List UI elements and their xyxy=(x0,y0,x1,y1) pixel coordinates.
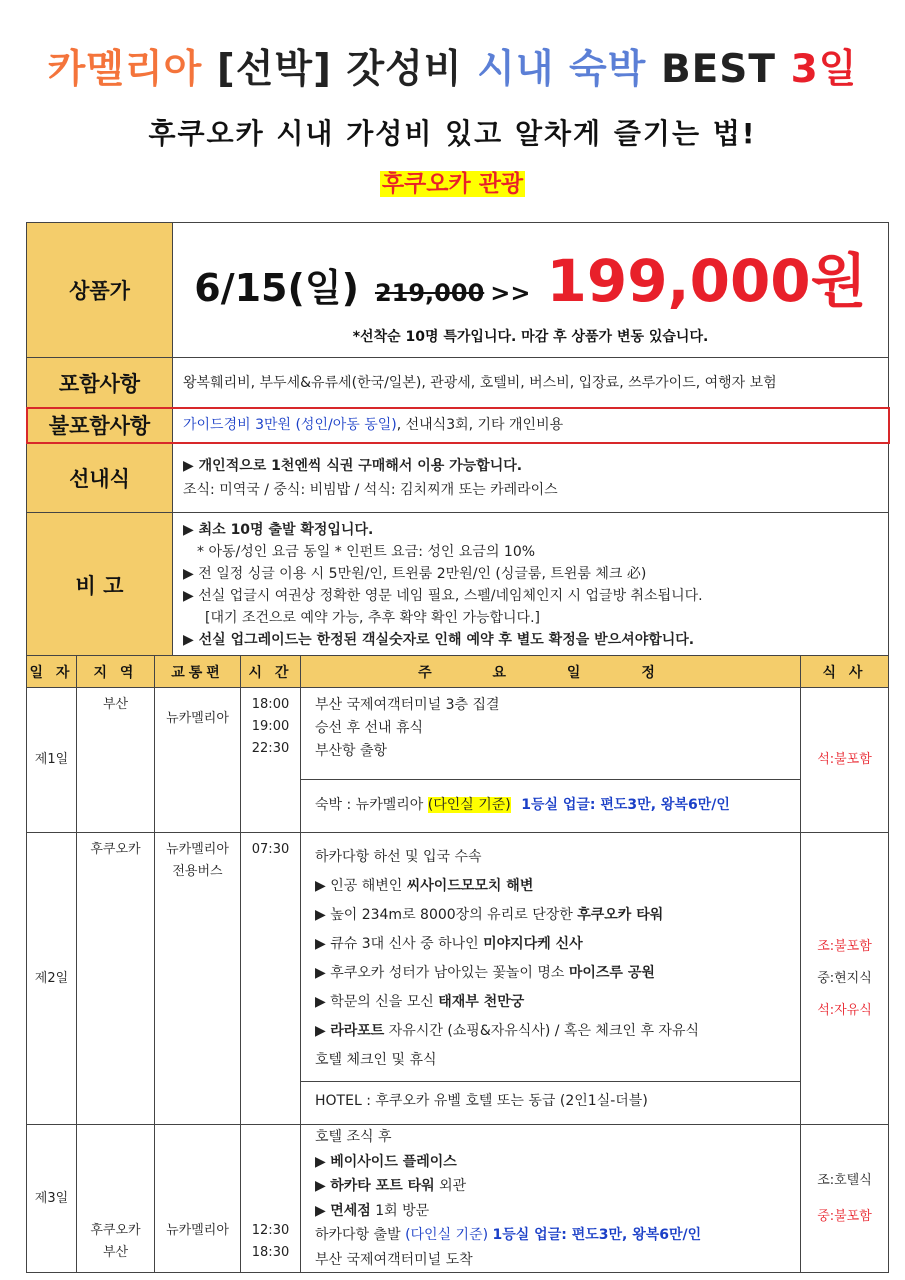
remark-line: ▶ 선실 업글시 여권상 정확한 영문 네임 필요, 스펠/네임체인지 시 업글방 취소됩니다. xyxy=(183,587,703,604)
guide-fee-text: 가이드경비 3만원 (성인/아동 동일) xyxy=(183,417,397,433)
price-cell xyxy=(173,223,889,358)
day2-meal-breakfast: 조:불포함 xyxy=(817,938,872,954)
schedule-table xyxy=(26,655,889,1273)
time: 22:30 xyxy=(251,741,290,756)
time: 12:30 xyxy=(251,1223,290,1238)
title-part-3: 시내 숙박 xyxy=(477,47,647,92)
time: 18:00 xyxy=(251,697,290,712)
day2-region: 후쿠오카 xyxy=(77,833,155,1125)
ship-meal-row xyxy=(27,443,889,513)
time: 19:00 xyxy=(251,719,290,734)
day2-intro: 하카다항 하선 및 입국 수속 xyxy=(315,849,482,865)
remark-line: ▶ 선실 업그레이드는 한정된 객실숫자로 인해 예약 후 별도 확정을 받으셔야합니다. xyxy=(183,631,695,648)
day3-item: ▶ 베이사이드 플레이스 xyxy=(315,1153,457,1170)
day1-label: 제1일 xyxy=(27,688,77,833)
excluded-label: 불포함사항 xyxy=(27,408,173,443)
day2-meal-dinner: 석:자유식 xyxy=(817,1002,872,1018)
depart-prefix: 하카다항 출발 xyxy=(315,1227,401,1243)
header-meal: 식 사 xyxy=(801,656,889,688)
remark-line: * 아동/성인 요금 동일 * 인펀트 요금: 성인 요금의 10% xyxy=(197,543,536,560)
title-part-5: 3일 xyxy=(790,47,858,92)
header-transport: 교통편 xyxy=(155,656,241,688)
time: 18:30 xyxy=(251,1245,290,1260)
region-line: 부산 xyxy=(102,1245,129,1260)
day3-intro: 호텔 조식 후 xyxy=(315,1129,392,1145)
tag-text: 후쿠오카 관광 xyxy=(381,171,524,197)
day1-row xyxy=(27,688,889,833)
day2-item: ▶ 큐슈 3대 신사 중 하나인 미야지다케 신사 xyxy=(315,936,583,952)
day2-item: ▶ 라라포트 자유시간 (쇼핑&자유식사) / 혹은 체크인 후 자유식 xyxy=(315,1023,699,1039)
day2-item: ▶ 학문의 신을 모신 태재부 천만궁 xyxy=(315,994,525,1010)
remark-line: [대기 조건으로 예약 가능, 추후 확약 확인 가능합니다.] xyxy=(205,609,540,626)
included-row xyxy=(27,358,889,408)
day2-checkin: 호텔 체크인 및 휴식 xyxy=(315,1052,437,1068)
day3-meal-breakfast: 조:호텔식 xyxy=(817,1172,872,1188)
page-title xyxy=(0,38,905,94)
day2-transport xyxy=(155,833,241,1125)
day1-item: 승선 후 선내 휴식 xyxy=(315,720,424,736)
day3-item: ▶ 면세점 1회 방문 xyxy=(315,1202,430,1219)
day3-label: 제3일 xyxy=(27,1125,77,1273)
ship-meal-line-1: ▶ 개인적으로 1천엔씩 식권 구매해서 이용 가능합니다. xyxy=(183,457,523,474)
day1-region: 부산 xyxy=(77,688,155,833)
day1-itinerary xyxy=(301,688,801,833)
transport-line: 뉴카멜리아 xyxy=(166,842,229,857)
depart-blue: (다인실 기준) xyxy=(405,1227,489,1243)
day3-depart xyxy=(315,1223,800,1248)
title-part-4: BEST xyxy=(660,47,776,92)
old-price: 219,000 xyxy=(374,279,485,307)
price-row xyxy=(27,223,889,358)
price-date: 6/15(일) xyxy=(194,266,359,310)
day3-row xyxy=(27,1125,889,1273)
price-note: *선착순 10명 특가입니다. 마감 후 상품가 변동 있습니다. xyxy=(352,329,709,345)
page-subtitle: 후쿠오카 시내 가성비 있고 알차게 즐기는 법! xyxy=(148,117,757,150)
header-region: 지 역 xyxy=(77,656,155,688)
day1-lodging xyxy=(301,779,800,832)
ship-meal-text xyxy=(173,443,889,513)
day3-itinerary xyxy=(301,1125,801,1273)
region-line: 후쿠오카 xyxy=(90,1223,141,1238)
tag-label xyxy=(0,165,905,198)
day1-item: 부산항 출항 xyxy=(315,743,388,759)
included-label: 포함사항 xyxy=(27,358,173,408)
lodging-upgrade: 1등실 업글: 편도3만, 왕복6만/인 xyxy=(521,797,730,813)
transport-line: 전용버스 xyxy=(172,864,223,879)
day2-meal-lunch: 중:현지식 xyxy=(817,970,872,986)
remarks-text xyxy=(173,513,889,657)
price-arrow: >> xyxy=(490,279,531,307)
day3-times xyxy=(241,1125,301,1273)
day3-transport: 뉴카멜리아 xyxy=(155,1125,241,1273)
schedule-header-row xyxy=(27,656,889,688)
header-time: 시 간 xyxy=(241,656,301,688)
day2-hotel: HOTEL : 후쿠오카 유벨 호텔 또는 동급 (2인1실-더블) xyxy=(301,1081,800,1120)
day3-arrive: 부산 국제여객터미널 도착 xyxy=(315,1251,473,1268)
header-day: 일 자 xyxy=(27,656,77,688)
title-part-1: 카멜리아 xyxy=(47,47,203,92)
remark-line: ▶ 최소 10명 출발 확정입니다. xyxy=(183,521,374,538)
day1-meal: 석:불포함 xyxy=(801,688,889,833)
price-label: 상품가 xyxy=(27,223,173,358)
day3-meal-lunch: 중:불포함 xyxy=(817,1208,872,1224)
day2-item: ▶ 후쿠오카 성터가 남아있는 꽃놀이 명소 마이즈루 공원 xyxy=(315,965,655,981)
remarks-row xyxy=(27,513,889,657)
day2-meals xyxy=(801,833,889,1125)
day2-itinerary xyxy=(301,833,801,1125)
excluded-row xyxy=(27,408,889,443)
day2-item: ▶ 높이 234m로 8000장의 유리로 단장한 후쿠오카 타워 xyxy=(315,907,664,923)
remarks-label: 비 고 xyxy=(27,513,173,657)
header-itinerary: 주 요 일 정 xyxy=(301,656,801,688)
excluded-text xyxy=(173,408,889,443)
day3-region xyxy=(77,1125,155,1273)
day2-time: 07:30 xyxy=(241,833,301,1125)
day1-transport: 뉴카멜리아 xyxy=(155,688,241,833)
included-text: 왕복훼리비, 부두세&유류세(한국/일본), 관광세, 호텔비, 버스비, 입장료, 쓰루가이드, 여행자 보험 xyxy=(173,358,889,408)
new-price: 199,000원 xyxy=(546,247,867,315)
ship-meal-line-2: 조식: 미역국 / 중식: 비빔밥 / 석식: 김치찌개 또는 카레라이스 xyxy=(183,481,558,498)
lodging-highlight: (다인실 기준) xyxy=(427,797,511,813)
day2-item: ▶ 인공 해변인 씨사이드모모치 해변 xyxy=(315,878,534,894)
day2-label: 제2일 xyxy=(27,833,77,1125)
day1-times xyxy=(241,688,301,833)
title-part-2: [선박] 갓성비 xyxy=(216,47,463,92)
day2-row xyxy=(27,833,889,1125)
ship-meal-label: 선내식 xyxy=(27,443,173,513)
day3-item: ▶ 하카타 포트 타워 외관 xyxy=(315,1178,467,1194)
lodging-prefix: 숙박 : 뉴카멜리아 xyxy=(315,797,424,813)
excluded-rest: , 선내식3회, 기타 개인비용 xyxy=(396,417,564,433)
info-table xyxy=(26,222,889,657)
remark-line: ▶ 전 일정 싱글 이용 시 5만원/인, 트윈룸 2만원/인 (싱글룸, 트윈룸 체크 必) xyxy=(183,565,647,582)
day3-meals xyxy=(801,1125,889,1273)
depart-upgrade: 1등실 업글: 편도3만, 왕복6만/인 xyxy=(492,1227,702,1243)
day1-item: 부산 국제여객터미널 3층 집결 xyxy=(315,697,500,713)
